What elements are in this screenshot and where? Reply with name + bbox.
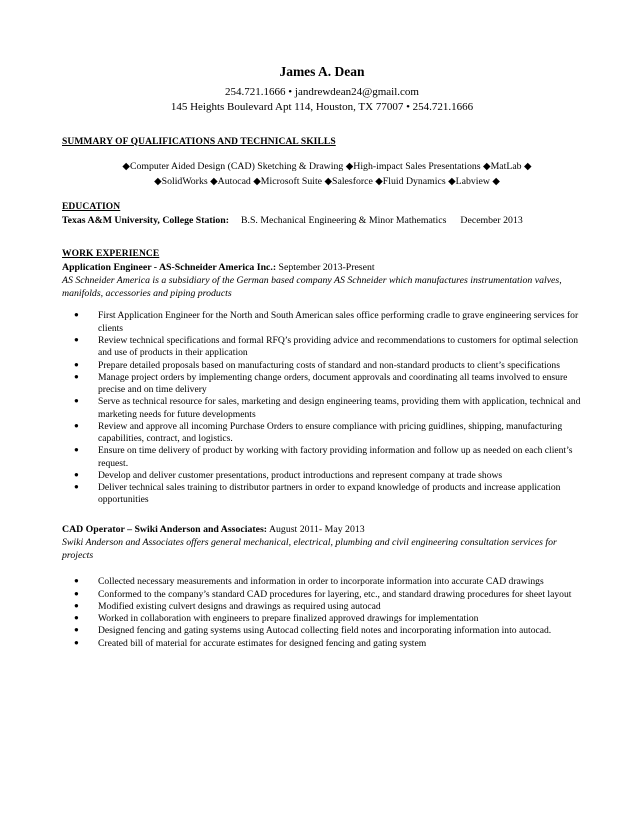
list-item: ● Develop and deliver customer presentations, product introductions and represent company at trade shows xyxy=(62,470,582,482)
education-heading: EDUCATION xyxy=(62,201,121,212)
list-item: ● Conformed to the company’s standard CAD procedures for layering, etc., and standard drawing procedures for sheet layout xyxy=(62,589,582,601)
list-item: ● Review and approve all incoming Purchase Orders to ensure compliance with pricing guidlines, shipping, manufacturing capabilities, contract, and logistics. xyxy=(62,421,582,446)
job-dates: September 2013-Present xyxy=(278,261,375,273)
education-school: Texas A&M University, College Station: xyxy=(62,214,229,226)
resume-page xyxy=(62,64,582,650)
candidate-name: James A. Dean xyxy=(279,64,365,79)
job-title: Application Engineer - AS-Schneider America Inc.: xyxy=(62,261,277,273)
list-item: ● Collected necessary measurements and information in order to incorporate information into accurate CAD drawings xyxy=(62,576,582,588)
work-heading: WORK EXPERIENCE xyxy=(62,248,160,259)
skills-line-1: ◆Computer Aided Design (CAD) Sketching & Drawing ◆High-impact Sales Presentations ◆MatLab ◆ xyxy=(122,161,532,173)
list-item: ● Designed fencing and gating systems using Autocad collecting field notes and incorporating information into autocad. xyxy=(62,625,582,637)
list-item: ● Deliver technical sales training to distributor partners in order to expand knowledge of products and increase application opportunities xyxy=(62,482,582,507)
list-item: ● First Application Engineer for the North and South American sales office performing cradle to grave engineering services for clients xyxy=(62,310,582,335)
education-entry xyxy=(62,215,582,227)
skills-list xyxy=(62,160,582,189)
list-item: ● Ensure on time delivery of product by working with factory providing information and follow up as needed on each client’s request. xyxy=(62,445,582,470)
contact-line-address: 145 Heights Boulevard Apt 114, Houston, TX 77007 • 254.721.1666 xyxy=(170,100,474,113)
education-date: December 2013 xyxy=(460,214,523,226)
list-item: ● Created bill of material for accurate estimates for designed fencing and gating system xyxy=(62,638,582,650)
list-item: ● Manage project orders by implementing change orders, document approvals and coordinating all teams involved to ensure precise and on time delivery xyxy=(62,372,582,397)
job-header xyxy=(62,524,582,536)
job-header xyxy=(62,262,582,274)
job-entry xyxy=(62,262,582,507)
job-bullets xyxy=(62,310,582,506)
job-description: Swiki Anderson and Associates offers general mechanical, electrical, plumbing and civil engineering consultation services for projects xyxy=(62,536,557,562)
contact-line-phone-email: 254.721.1666 • jandrewdean24@gmail.com xyxy=(225,85,419,98)
contact-info xyxy=(62,85,582,115)
job-description: AS Schneider America is a subsidiary of the German based company AS Schneider which manufactures instrumentation valves, manifolds, accessories and piping products xyxy=(62,275,562,300)
job-dates: August 2011- May 2013 xyxy=(268,523,365,535)
list-item: ● Worked in collaboration with engineers to prepare finalized approved drawings for implementation xyxy=(62,613,582,625)
job-title: CAD Operator – Swiki Anderson and Associates: xyxy=(62,523,268,535)
education-degree: B.S. Mechanical Engineering & Minor Mathematics xyxy=(241,214,447,226)
list-item: ● Modified existing culvert designs and drawings as required using autocad xyxy=(62,601,582,613)
job-entry xyxy=(62,524,582,650)
job-bullets xyxy=(62,576,582,650)
list-item: ● Prepare detailed proposals based on manufacturing costs of standard and non-standard products to client’s specifications xyxy=(62,360,582,372)
resume-header xyxy=(62,64,582,115)
skills-line-2: ◆SolidWorks ◆Autocad ◆Microsoft Suite ◆Salesforce ◆Fluid Dynamics ◆Labview ◆ xyxy=(154,176,500,188)
summary-heading: SUMMARY OF QUALIFICATIONS AND TECHNICAL SKILLS xyxy=(62,136,336,147)
list-item: ● Serve as technical resource for sales, marketing and design engineering teams, providing them with application, technical and marketing needs for future developments xyxy=(62,396,582,421)
list-item: ● Review technical specifications and formal RFQ’s providing advice and recommendations to customers for optimal selection and use of products in their application xyxy=(62,335,582,360)
